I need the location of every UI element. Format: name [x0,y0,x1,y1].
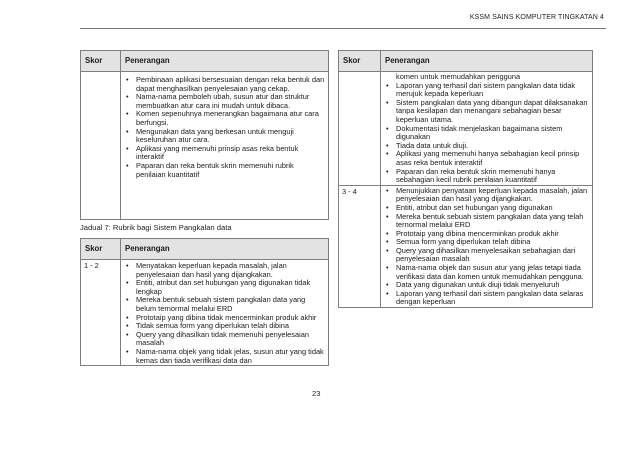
rubric-table-bottom-left [80,238,329,366]
skor-cell [339,72,381,186]
criteria-list [124,76,325,179]
list-item: • Tidak semua form yang diperlukan telah dibina [124,322,325,331]
list-item: • Mereka bentuk sebuah sistem pangkalan data yang belum ternormal melalui ERD [124,296,325,313]
list-item: • Laporan yang terhasil dari sistem pangkalan data tidak merujuk kepada keperluan [384,82,589,99]
table-row [339,185,593,307]
list-item: • Prototaip yang dibina tidak mencerminkan produk akhir [124,314,325,323]
table-row [339,72,593,186]
list-item: • Query yang dihasilkan tidak memenuhi penyelesaian masalah [124,331,325,348]
list-item: • Data yang digunakan untuk diuji tidak menyeluruh [384,281,589,290]
list-item: • Menyatakan keperluan kepada masalah, jalan penyelesaian dan hasil yang dijangkakan. [124,262,325,279]
penerangan-cell [121,260,329,366]
skor-cell: 1 - 2 [81,260,121,366]
list-item: • Mengunakan data yang berkesan untuk menguji keseluruhan atur cara. [124,128,325,145]
list-item: • Nama-nama objek yang tidak jelas, susun atur yang tidak kemas dan tiada verifikasi data dan [124,348,325,365]
column-header-skor: Skor [81,239,121,260]
list-item: • Paparan dan reka bentuk skrin memenuhi hanya sebahagian kecil rubrik penilaian kuantitatif [384,168,589,185]
column-header-penerangan: Penerangan [121,239,329,260]
column-header-penerangan: Penerangan [381,51,593,72]
penerangan-cell [381,185,593,307]
rubric-table-right [338,50,593,308]
page-number: 23 [312,389,321,398]
penerangan-cell [381,72,593,186]
criteria-list [124,262,325,365]
list-item: • Aplikasi yang memenuhi prinsip asas reka bentuk interaktif [124,145,325,162]
list-item: • Entiti, atribut dan set hubungan yang digunakan [384,204,589,213]
header-divider [80,28,606,29]
list-item: • Komen sepenuhnya menerangkan bagaimana atur cara berfungsi. [124,110,325,127]
list-item: • Semua form yang diperlukan telah dibina [384,238,589,247]
list-item: • Mereka bentuk sebuah sistem pangkalan data yang telah ternormal melalui ERD [384,213,589,230]
list-item: • Sistem pangkalan data yang dibangun dapat dilaksanakan tanpa kesilapan dan menangani sebahagian besar keperluan utama. [384,99,589,125]
column-header-skor: Skor [339,51,381,72]
criteria-list [384,73,589,185]
table-row [81,260,329,366]
list-item: • Laporan yang terhasil dari sistem pangkalan data selaras dengan keperluan [384,290,589,307]
list-item: • Entiti, atribut dan set hubungan yang digunakan tidak lengkap [124,279,325,296]
list-item: • Prototaip yang dibina mencerminkan produk akhir [384,230,589,239]
table-header-row [81,51,329,72]
table-header-row [81,239,329,260]
table-header-row [339,51,593,72]
table-row [81,72,329,220]
column-header-skor: Skor [81,51,121,72]
page-header-title: KSSM SAINS KOMPUTER TINGKATAN 4 [469,14,604,21]
list-item: • Menunjukkan penyataan keperluan kepada masalah, jalan penyelesaian dan hasil yang dijangkakan. [384,187,589,204]
list-item: • Nama-nama pemboleh ubah, susun atur dan struktur membuatkan atur cara ini mudah untuk dibaca. [124,93,325,110]
list-item: • Pembinaan aplikasi bersesuaian dengan reka bentuk dan dapat menghasilkan penyelesaian yang cekap. [124,76,325,93]
criteria-list [384,187,589,307]
list-item-continuation: komen untuk memudahkan pengguna [396,72,521,81]
list-item: • Query yang dihasilkan menyelesaikan sebahagian dari penyelesaian masalah [384,247,589,264]
penerangan-cell [121,72,329,220]
list-item: • Nama-nama objek dan susun atur yang jelas tetapi tiada verifikasi data dan komen untuk memudahkan pengguna. [384,264,589,281]
skor-cell [81,72,121,220]
list-item: • Tiada data untuk diuji. [384,142,589,151]
table-caption: Jadual 7: Rubrik bagi Sistem Pangkalan data [80,223,232,232]
column-header-penerangan: Penerangan [121,51,329,72]
skor-cell: 3 - 4 [339,185,381,307]
rubric-table-top-left [80,50,329,220]
list-item: • Aplikasi yang memenuhi hanya sebahagian kecil prinsip asas reka bentuk interaktif [384,150,589,167]
list-item: • Dokumentasi tidak menjelaskan bagaimana sistem digunakan [384,125,589,142]
list-item: • Paparan dan reka bentuk skrin memenuhi rubrik penilaian kuantitatif [124,162,325,179]
